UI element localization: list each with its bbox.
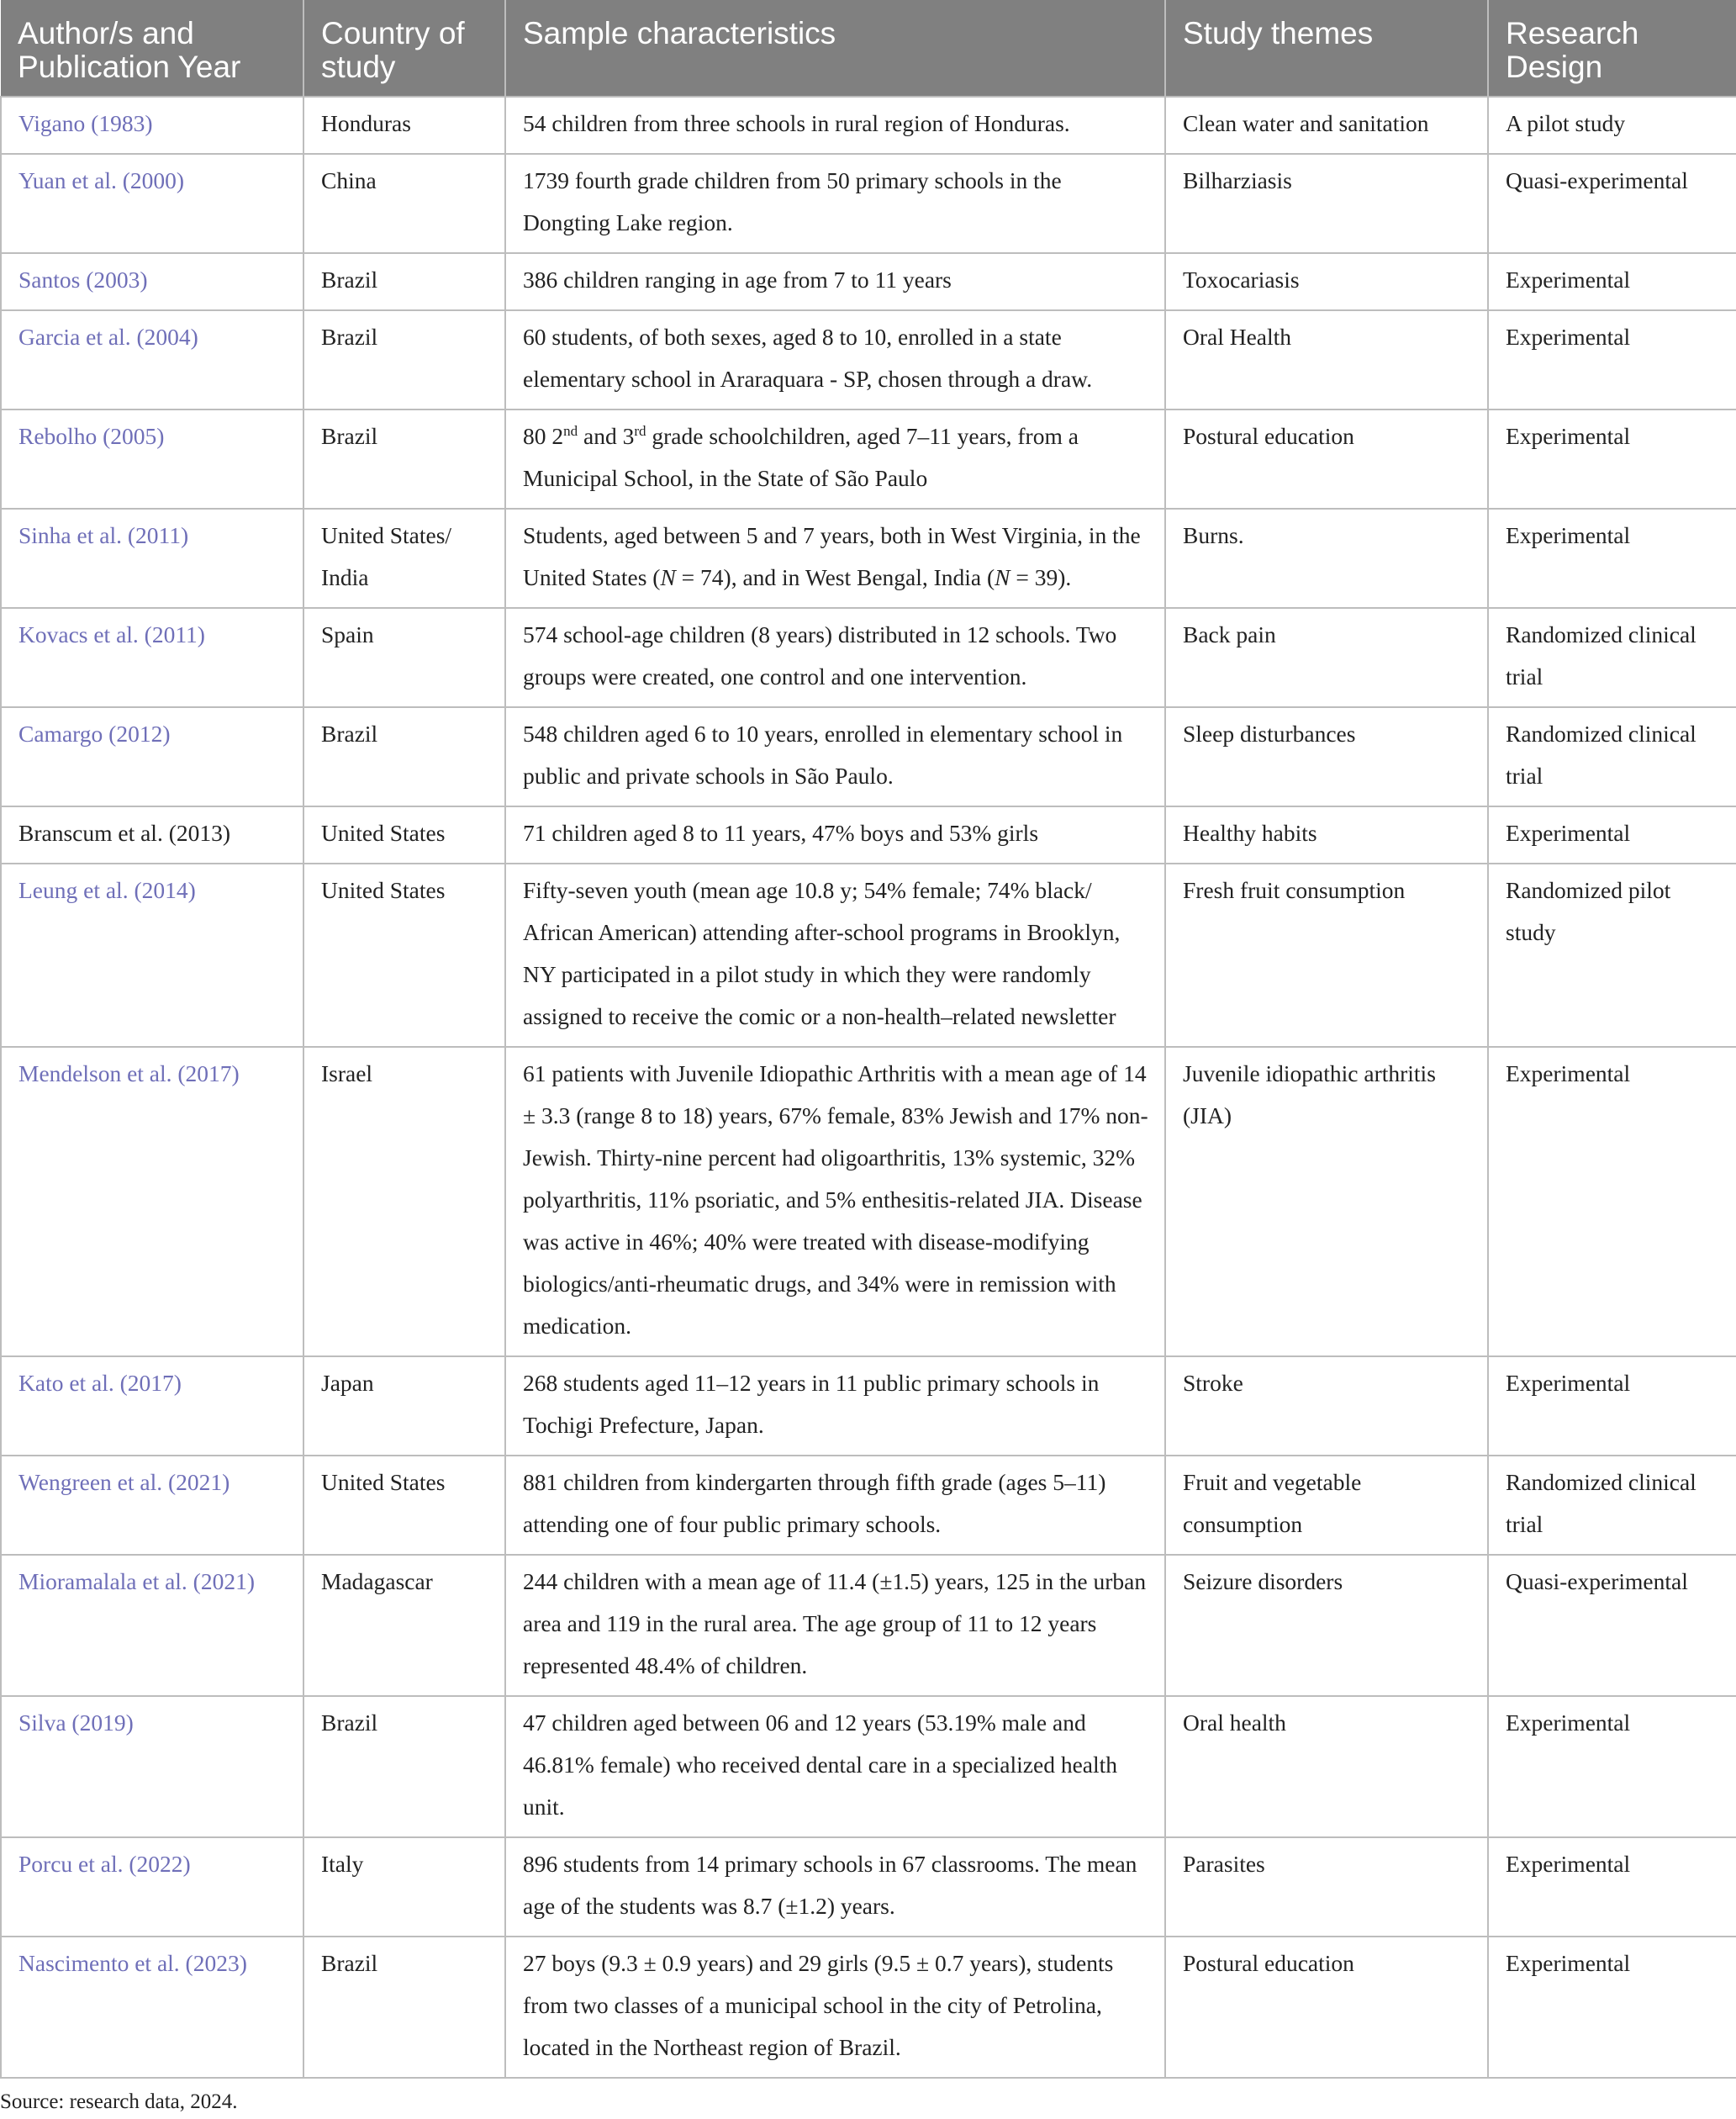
author-link[interactable]: Mendelson et al. (2017) [1, 1047, 303, 1356]
author-link[interactable]: Vigano (1983) [1, 97, 303, 154]
author-link[interactable]: Leung et al. (2014) [1, 864, 303, 1047]
theme-cell: Healthy habits [1165, 806, 1488, 864]
design-cell: Experimental [1488, 310, 1736, 410]
author-link[interactable]: Kato et al. (2017) [1, 1356, 303, 1456]
table-row [1, 509, 1736, 608]
table-source-note: Source: research data, 2024. [0, 2090, 238, 2113]
header-author [1, 0, 303, 97]
sample-cell: 71 children aged 8 to 11 years, 47% boys and 53% girls [505, 806, 1165, 864]
sample-cell: 1739 fourth grade children from 50 primary schools in the Dongting Lake region. [505, 154, 1165, 253]
design-cell: Experimental [1488, 410, 1736, 509]
sample-text: grade schoolchildren, aged 7–11 years, from a Municipal School, in the State of São Paulo [523, 423, 1079, 491]
country-cell: Brazil [303, 1937, 505, 2078]
country-cell: Brazil [303, 310, 505, 410]
table-row [1, 1356, 1736, 1456]
design-cell: Experimental [1488, 1837, 1736, 1937]
design-cell: Experimental [1488, 509, 1736, 608]
header-author-line-2: Publication Year [18, 50, 241, 84]
country-cell: Brazil [303, 410, 505, 509]
superscript-nd: nd [563, 422, 578, 439]
sample-text: and 3 [578, 423, 635, 449]
design-cell: Experimental [1488, 1356, 1736, 1456]
table-row [1, 1456, 1736, 1555]
design-cell: Quasi-experimental [1488, 1555, 1736, 1696]
theme-cell: Burns. [1165, 509, 1488, 608]
design-cell: Experimental [1488, 1696, 1736, 1837]
design-cell: Experimental [1488, 253, 1736, 310]
sample-cell: 54 children from three schools in rural region of Honduras. [505, 97, 1165, 154]
theme-cell: Stroke [1165, 1356, 1488, 1456]
author-link[interactable]: Yuan et al. (2000) [1, 154, 303, 253]
sample-cell: 244 children with a mean age of 11.4 (±1.5) years, 125 in the urban area and 119 in the rural area. The age group of 11 to 12 years represented 48.4% of children. [505, 1555, 1165, 1696]
country-cell: Brazil [303, 707, 505, 806]
sample-text: = 74), and in West Bengal, India ( [675, 564, 995, 590]
sample-cell: 896 students from 14 primary schools in 67 classrooms. The mean age of the students was 8.7 (±1.2) years. [505, 1837, 1165, 1937]
country-cell: China [303, 154, 505, 253]
header-country-line-1: Country of [321, 16, 465, 50]
theme-cell: Postural education [1165, 1937, 1488, 2078]
table-row [1, 97, 1736, 154]
table-row [1, 1937, 1736, 2078]
header-sample-line-1: Sample characteristics [523, 16, 836, 50]
theme-cell: Parasites [1165, 1837, 1488, 1937]
sample-cell: 60 students, of both sexes, aged 8 to 10, enrolled in a state elementary school in Araraquara - SP, chosen through a draw. [505, 310, 1165, 410]
superscript-rd: rd [634, 422, 646, 439]
design-cell: Experimental [1488, 806, 1736, 864]
table-row [1, 1696, 1736, 1837]
table-row [1, 608, 1736, 707]
header-row [1, 0, 1736, 97]
table-row [1, 1555, 1736, 1696]
sample-cell: 61 patients with Juvenile Idiopathic Arthritis with a mean age of 14 ± 3.3 (range 8 to 18) years, 67% female, 83% Jewish and 17% non-Jewish. Thirty-nine percent had oligoarthritis, 13% systemic, 32% polyarthritis, 11% psoriatic, and 5% enthesitis-related JIA. Disease was active in 46%; 40% were treated with disease-modifying biologics/anti-rheumatic drugs, and 34% were in remission with medication. [505, 1047, 1165, 1356]
theme-cell: Toxocariasis [1165, 253, 1488, 310]
sample-text: 80 2 [523, 423, 564, 449]
country-cell: United States [303, 1456, 505, 1555]
sample-text: = 39). [1010, 564, 1072, 590]
author-link[interactable]: Mioramalala et al. (2021) [1, 1555, 303, 1696]
header-themes [1165, 0, 1488, 97]
country-cell: Madagascar [303, 1555, 505, 1696]
sample-cell: 47 children aged between 06 and 12 years (53.19% male and 46.81% female) who received dental care in a specialized health unit. [505, 1696, 1165, 1837]
author-link[interactable]: Silva (2019) [1, 1696, 303, 1837]
header-author-line-1: Author/s and [18, 16, 194, 50]
country-cell: Brazil [303, 253, 505, 310]
country-cell: Israel [303, 1047, 505, 1356]
theme-cell: Clean water and sanitation [1165, 97, 1488, 154]
country-cell: Italy [303, 1837, 505, 1937]
theme-cell: Fresh fruit consumption [1165, 864, 1488, 1047]
author-link[interactable]: Nascimento et al. (2023) [1, 1937, 303, 2078]
design-cell: A pilot study [1488, 97, 1736, 154]
author-link[interactable]: Kovacs et al. (2011) [1, 608, 303, 707]
theme-cell: Bilharziasis [1165, 154, 1488, 253]
design-cell: Randomized clinical trial [1488, 608, 1736, 707]
country-cell: United States/ India [303, 509, 505, 608]
sample-cell: 268 students aged 11–12 years in 11 public primary schools in Tochigi Prefecture, Japan. [505, 1356, 1165, 1456]
theme-cell: Fruit and vegetable consumption [1165, 1456, 1488, 1555]
design-cell: Randomized clinical trial [1488, 1456, 1736, 1555]
country-cell: United States [303, 806, 505, 864]
header-sample [505, 0, 1165, 97]
header-country-line-2: study [321, 50, 396, 84]
sample-cell: 27 boys (9.3 ± 0.9 years) and 29 girls (9.5 ± 0.7 years), students from two classes of a municipal school in the city of Petrolina, located in the Northeast region of Brazil. [505, 1937, 1165, 2078]
country-cell: Brazil [303, 1696, 505, 1837]
table-row [1, 864, 1736, 1047]
table-row [1, 806, 1736, 864]
author-link[interactable]: Porcu et al. (2022) [1, 1837, 303, 1937]
table-row [1, 707, 1736, 806]
table-row [1, 1837, 1736, 1937]
sample-cell: Fifty-seven youth (mean age 10.8 y; 54% female; 74% black/ African American) attending after-school programs in Brooklyn, NY participated in a pilot study in which they were randomly assigned to receive the comic or a non-health–related newsletter [505, 864, 1165, 1047]
country-cell: United States [303, 864, 505, 1047]
theme-cell: Postural education [1165, 410, 1488, 509]
sample-cell [505, 509, 1165, 608]
header-design-line-2: Design [1506, 50, 1603, 84]
author-cell: Branscum et al. (2013) [1, 806, 303, 864]
sample-cell: 386 children ranging in age from 7 to 11 years [505, 253, 1165, 310]
author-link[interactable]: Rebolho (2005) [1, 410, 303, 509]
table-row [1, 310, 1736, 410]
header-themes-line-1: Study themes [1183, 16, 1374, 50]
author-link[interactable]: Garcia et al. (2004) [1, 310, 303, 410]
header-design-line-1: Research [1506, 16, 1639, 50]
sample-text: Students, aged between 5 and 7 years, both in West Virginia, in the United States ( [523, 522, 1141, 590]
theme-cell: Back pain [1165, 608, 1488, 707]
sample-cell: 548 children aged 6 to 10 years, enrolled in elementary school in public and private schools in São Paulo. [505, 707, 1165, 806]
italic-n: N [660, 564, 676, 590]
country-cell: Honduras [303, 97, 505, 154]
theme-cell: Seizure disorders [1165, 1555, 1488, 1696]
table-row [1, 1047, 1736, 1356]
sample-cell: 881 children from kindergarten through fifth grade (ages 5–11) attending one of four public primary schools. [505, 1456, 1165, 1555]
design-cell: Experimental [1488, 1047, 1736, 1356]
design-cell: Randomized clinical trial [1488, 707, 1736, 806]
table-row [1, 410, 1736, 509]
design-cell: Randomized pilot study [1488, 864, 1736, 1047]
theme-cell: Sleep disturbances [1165, 707, 1488, 806]
country-cell: Japan [303, 1356, 505, 1456]
author-link[interactable]: Sinha et al. (2011) [1, 509, 303, 608]
header-design [1488, 0, 1736, 97]
sample-cell: 574 school-age children (8 years) distributed in 12 schools. Two groups were created, one control and one intervention. [505, 608, 1165, 707]
header-country [303, 0, 505, 97]
italic-n: N [995, 564, 1010, 590]
theme-cell: Juvenile idiopathic arthritis (JIA) [1165, 1047, 1488, 1356]
table-row [1, 154, 1736, 253]
table-row [1, 253, 1736, 310]
sample-cell [505, 410, 1165, 509]
country-cell: Spain [303, 608, 505, 707]
theme-cell: Oral Health [1165, 310, 1488, 410]
design-cell: Experimental [1488, 1937, 1736, 2078]
author-link[interactable]: Camargo (2012) [1, 707, 303, 806]
author-link[interactable]: Wengreen et al. (2021) [1, 1456, 303, 1555]
design-cell: Quasi-experimental [1488, 154, 1736, 253]
author-link[interactable]: Santos (2003) [1, 253, 303, 310]
theme-cell: Oral health [1165, 1696, 1488, 1837]
table-body [1, 97, 1736, 2078]
table-header [1, 0, 1736, 97]
